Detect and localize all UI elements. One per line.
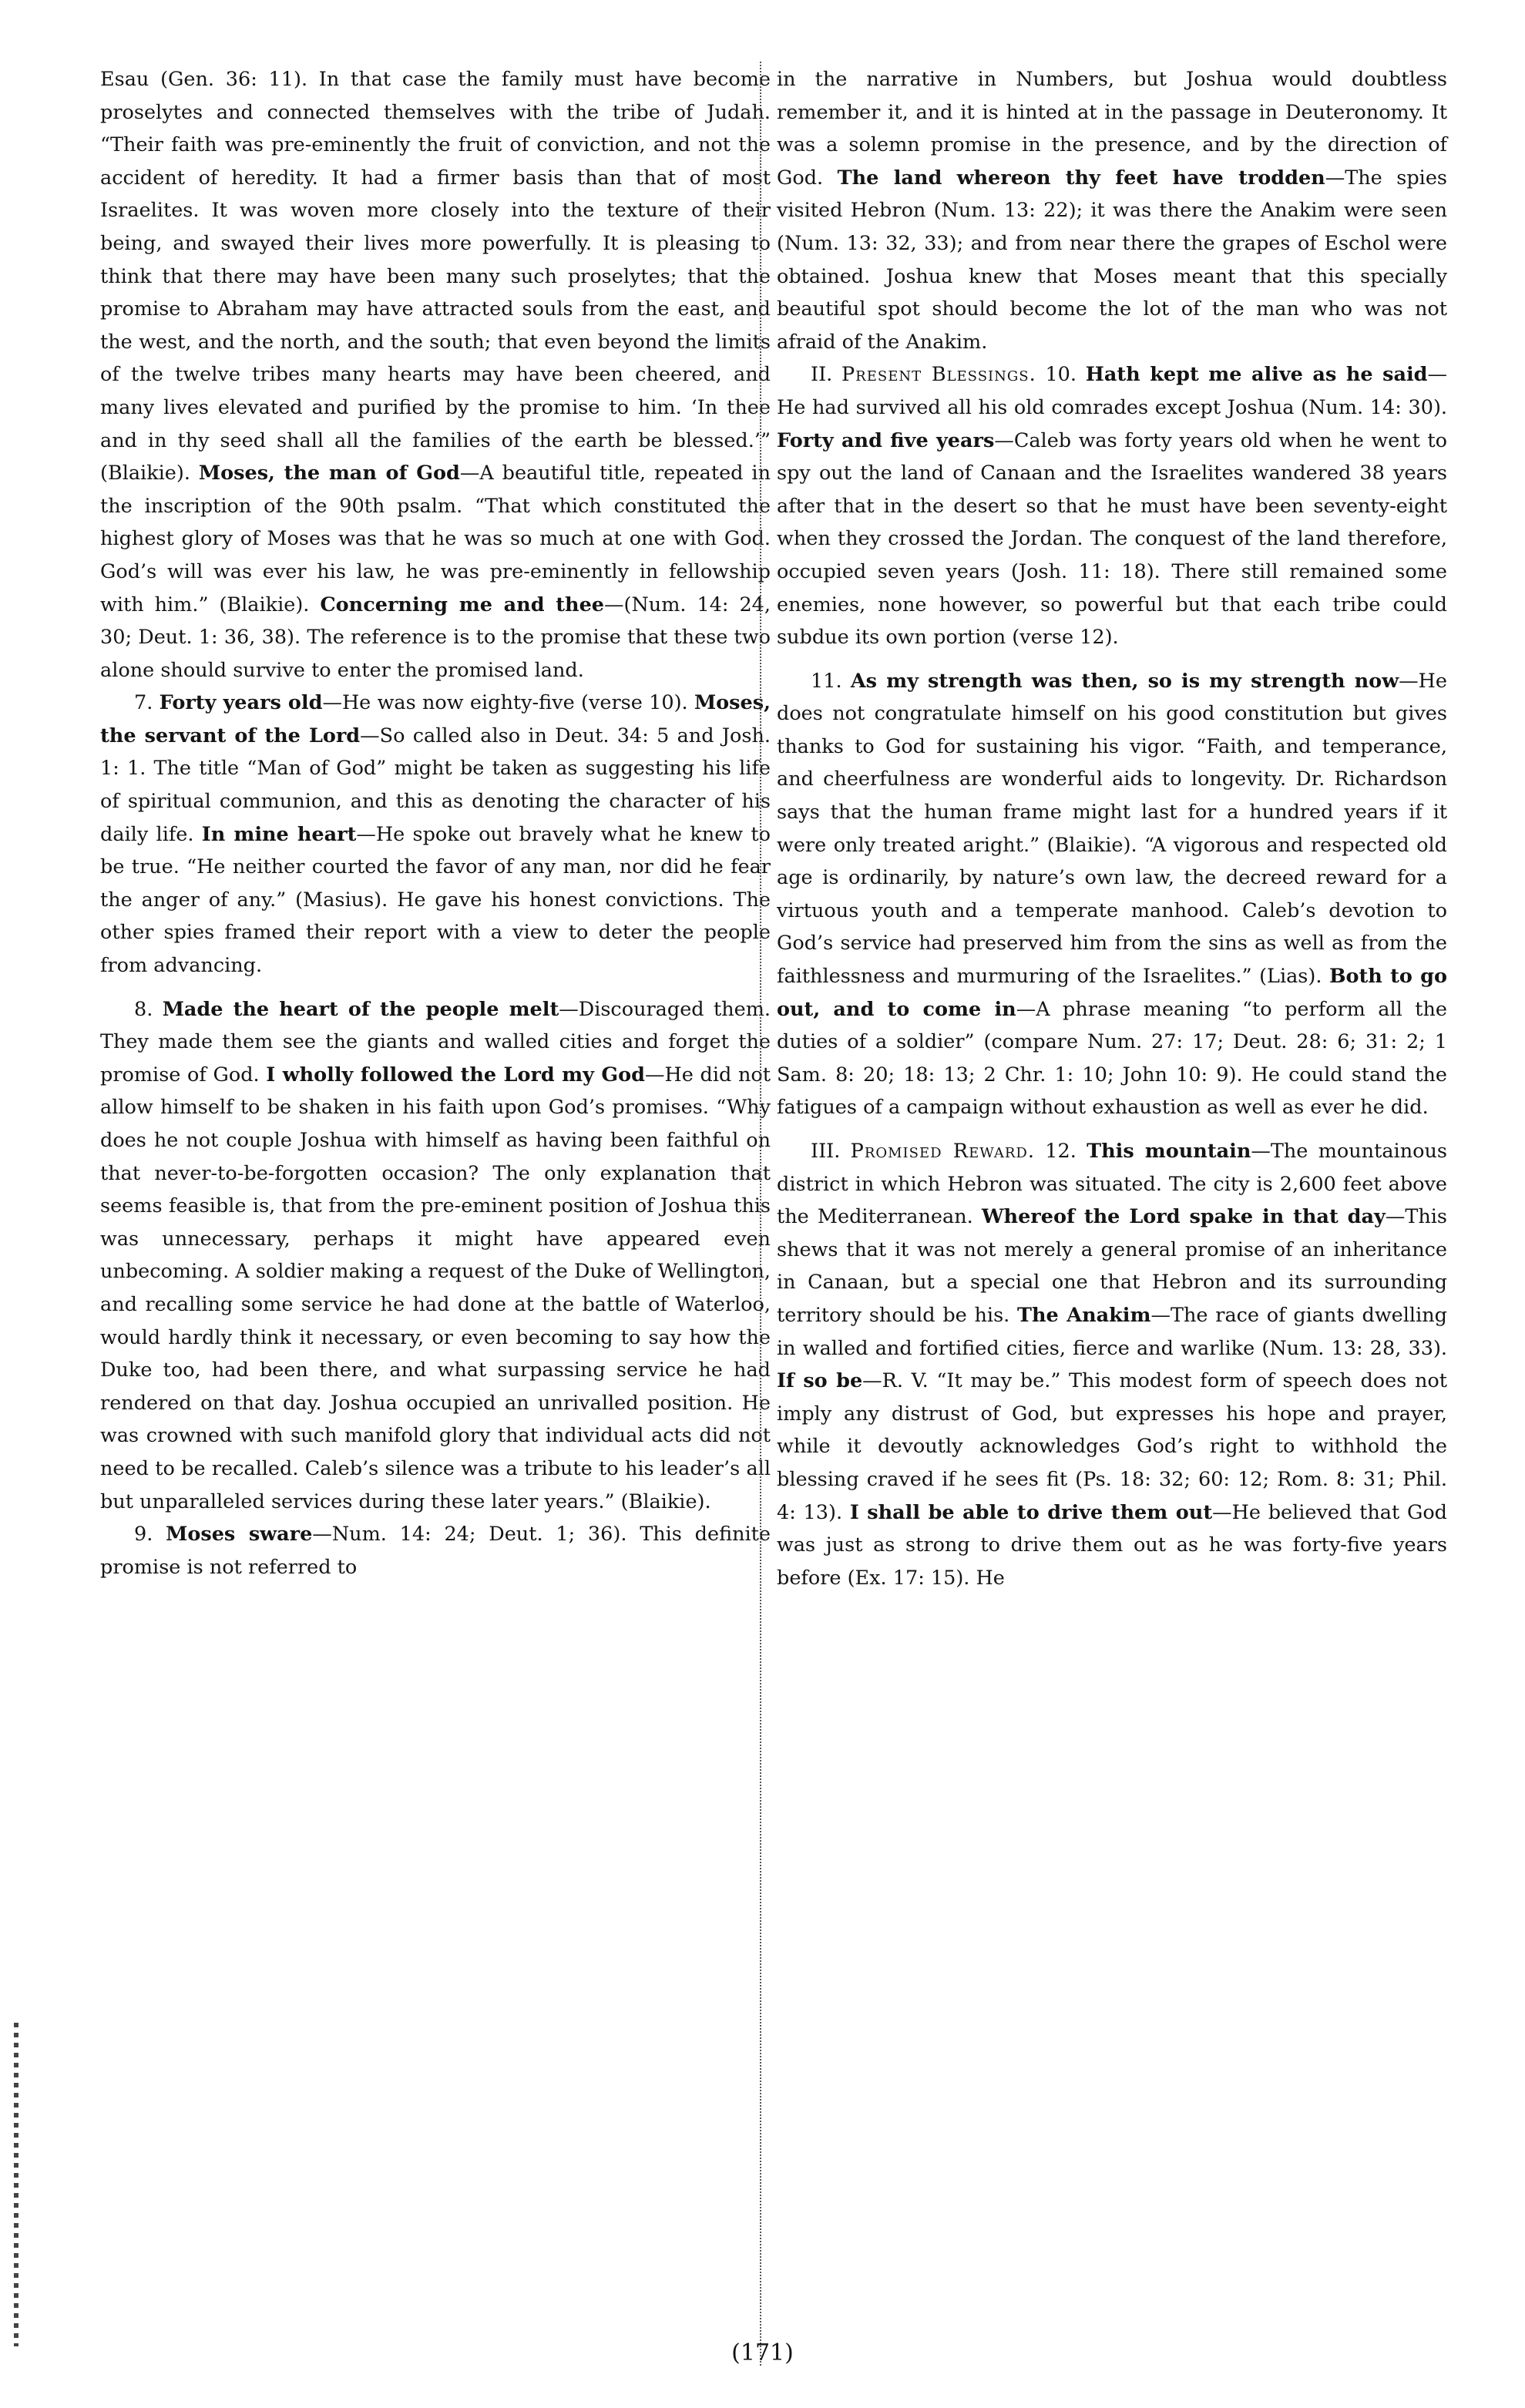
bold-term: Concerning me and thee xyxy=(320,593,605,616)
bold-term: Both to go out, and to come in xyxy=(777,965,1447,1021)
right-column xyxy=(777,63,1447,1594)
paragraph xyxy=(100,687,771,982)
paragraph xyxy=(777,665,1447,1124)
bold-term: Moses, the servant of the Lord xyxy=(100,691,771,747)
text-run: 10. xyxy=(1036,363,1086,387)
text-run: II. xyxy=(811,363,842,387)
text-run: —He had survived all his old comrades except Joshua (Num. 14: 30). xyxy=(777,363,1448,419)
paragraph xyxy=(100,1518,771,1584)
text-run: —A beautiful title, repeated in the inscription of the 90th psalm. “That which constituted the highest glory of Moses was that he was so much at one with God. God’s will was ever his law, he was pre-eminently in fellowship with him.” (Blaikie). xyxy=(100,462,771,616)
text-run: —Num. 14: 24; Deut. 1; 36). This definite promise is not referred to xyxy=(100,1523,771,1579)
text-run: —(Num. 14: 24, 30; Deut. 1: 36, 38). The reference is to the promise that these two alone should survive to enter the promised land. xyxy=(100,593,771,682)
text-run: III. xyxy=(811,1140,851,1163)
text-run: —The race of giants dwelling in walled and fortified cities, fierce and warlike (Num. 13: 28, 33). xyxy=(777,1303,1447,1360)
bold-term: If so be xyxy=(777,1369,863,1393)
text-run: 8. xyxy=(134,997,163,1021)
bold-term: Moses sware xyxy=(166,1523,313,1547)
bold-term: This mountain xyxy=(1087,1140,1251,1163)
text-run: in the narrative in Numbers, but Joshua would doubtless remember it, and it is hinted at in the passage in Deuteronomy. It was a solemn promise in the presence, and by the direction of God. xyxy=(777,68,1447,190)
column-divider xyxy=(760,62,761,2366)
text-run: 12. xyxy=(1034,1140,1087,1163)
text-run: 9. xyxy=(134,1523,166,1547)
bold-term: Forty and five years xyxy=(777,428,995,452)
text-run: —R. V. “It may be.” This modest form of speech does not imply any distrust of God, but expresses his hope and prayer, while it devoutly acknowledges God’s right to withhold the blessing craved if he sees fit (Ps. 18: 32; 60: 12; Rom. 8: 31; Phil. 4: 13). xyxy=(777,1369,1447,1524)
bold-term: Hath kept me alive as he said xyxy=(1085,363,1428,387)
bold-term: The land whereon thy feet have trodden xyxy=(837,166,1325,190)
paragraph xyxy=(100,63,771,687)
bold-term: I wholly followed the Lord my God xyxy=(266,1063,646,1086)
text-run: —He does not congratulate himself on his good constitution but gives thanks to God for sustaining his vigor. “Faith, and temperance, and cheerfulness are wonderful aids to longevity. Dr. Richardson says that the human frame might last for a hundred years if it were only treated aright.” (Blaikie). “A vigorous and respected old age is ordinarily, by nature’s own law, the decreed reward for a virtuous youth and a temperate manhood. Caleb’s devotion to God’s service had preserved him from the sins as well as from the faithlessness and murmuring of the Israelites.” (Lias). xyxy=(777,669,1447,989)
bold-term: The Anakim xyxy=(1017,1303,1151,1327)
section-heading: Present Blessings. xyxy=(841,363,1036,387)
bold-term: Made the heart of the people melt xyxy=(162,997,559,1021)
bold-term: In mine heart xyxy=(201,822,357,846)
text-run: —He believed that God was just as strong to drive them out as he was forty-five years before (Ex. 17: 15). He xyxy=(777,1500,1447,1590)
text-run: —He did not allow himself to be shaken in his faith upon God’s promises. “Why does he not couple Joshua with himself as having been faithful on that never-to-be-forgotten occasion? The only explanation that seems feasible is, that from the pre-eminent position of Joshua this was unnecessary, perhaps it might have appeared even unbecoming. A soldier making a request of the Duke of Wellington, and recalling some service he had done at the battle of Waterloo, would hardly think it necessary, or even becoming to say how the Duke too, had been there, and what surpassing service he had rendered on that day. Joshua occupied an unrivalled position. He was crowned with such manifold glory that individual acts did not need to be recalled. Caleb’s silence was a tribute to his leader’s all but unparalleled services during these later years.” (Blaikie). xyxy=(100,1063,771,1513)
text-run: —He was now eighty-five (verse 10). xyxy=(322,691,694,715)
paragraph xyxy=(777,358,1447,653)
section-heading: Promised Reward. xyxy=(850,1140,1035,1163)
text-run: —Caleb was forty years old when he went to spy out the land of Canaan and the Israelites wandered 38 years after that in the desert so that he must have been seventy-eight when they crossed the Jordan. The conquest of the land therefore, occupied seven years (Josh. 11: 18). There still remained some enemies, none however, so powerful but that each tribe could subdue its own portion (verse 12). xyxy=(777,428,1447,650)
paragraph xyxy=(100,993,771,1519)
bold-term: As my strength was then, so is my strength now xyxy=(850,669,1399,693)
text-run: —Discouraged them. They made them see the giants and walled cities and forget the promise of God. xyxy=(100,997,771,1086)
bold-term: Forty years old xyxy=(159,691,323,715)
text-run: 7. xyxy=(134,691,160,715)
bold-term: Whereof the Lord spake in that day xyxy=(981,1205,1386,1229)
text-run: 11. xyxy=(811,669,851,693)
page-number: (171) xyxy=(731,2339,794,2366)
margin-scan-mark xyxy=(14,2023,18,2346)
left-column xyxy=(100,63,771,1584)
text-run: —The mountainous district in which Hebron was situated. The city is 2,600 feet above the Mediterranean. xyxy=(777,1140,1447,1229)
text-run: —He spoke out bravely what he knew to be true. “He neither courted the favor of any man, nor did he fear the anger of any.” (Masius). He gave his honest convictions. The other spies framed their report with a view to deter the people from advancing. xyxy=(100,822,771,978)
text-run: —This shews that it was not merely a general promise of an inheritance in Canaan, but a special one that Hebron and its surrounding territory should be his. xyxy=(777,1205,1447,1327)
bold-term: I shall be able to drive them out xyxy=(849,1500,1213,1524)
paragraph xyxy=(777,1135,1447,1594)
text-run: —The spies visited Hebron (Num. 13: 22); it was there the Anakim were seen (Num. 13: 32, 33); and from near there the grapes of Eschol were obtained. Joshua knew that Moses meant that this specially beautiful spot should become the lot of the man who was not afraid of the Anakim. xyxy=(777,166,1447,354)
text-run: —So called also in Deut. 34: 5 and Josh. 1: 1. The title “Man of God” might be taken as suggesting his life of spiritual communion, and this as denoting the character of his daily life. xyxy=(100,724,771,846)
text-run: —A phrase meaning “to perform all the duties of a soldier” (compare Num. 27: 17; Deut. 28: 6; 31: 2; 1 Sam. 8: 20; 18: 13; 2 Chr. 1: 10; John 10: 9). He could stand the fatigues of a campaign without exhaustion as well as ever he did. xyxy=(777,997,1447,1120)
text-run: Esau (Gen. 36: 11). In that case the family must have become proselytes and connected themselves with the tribe of Judah. “Their faith was pre-eminently the fruit of conviction, and not the accident of heredity. It had a firmer basis than that of most Israelites. It was woven more closely into the texture of their being, and swayed their lives more powerfully. It is pleasing to think that there may have been many such proselytes; that the promise to Abraham may have attracted souls from the east, and the west, and the north, and the south; that even beyond the limits of the twelve tribes many hearts may have been cheered, and many lives elevated and purified by the promise to him. ‘In thee and in thy seed shall all the families of the earth be blessed.’” (Blaikie). xyxy=(100,68,771,485)
bold-term: Moses, the man of God xyxy=(198,462,460,485)
paragraph xyxy=(777,63,1447,358)
